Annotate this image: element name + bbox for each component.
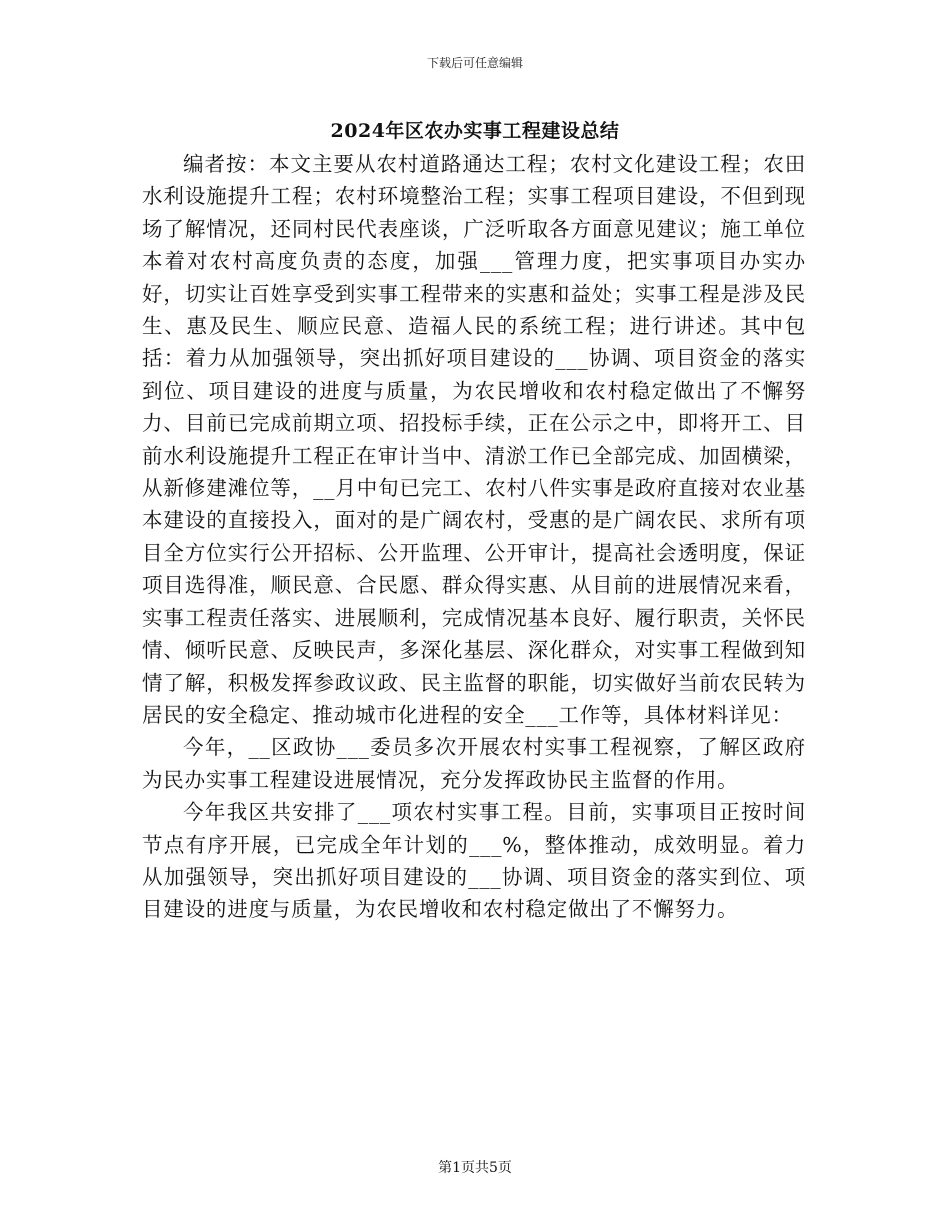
header-note: 下载后可任意编辑	[426, 56, 523, 70]
paragraph-projects: 今年我区共安排了___项农村实事工程。目前，实事项目正按时间节点有序开展，已完成全年计划的___%，整体推动，成效明显。着力从加强领导，突出抓好项目建设的___协调、项目资金的落实到位、项目建设的进度与质量，为农民增收和农村稳定做出了不懈努力。	[142, 800, 806, 922]
document-title: 2024年区农办实事工程建设总结	[330, 120, 620, 142]
paragraph-inspection: 今年，__区政协___委员多次开展农村实事工程视察，了解区政府为民办实事工程建设进展情况，充分发挥政协民主监督的作用。	[142, 735, 806, 792]
page-number: 第1页共5页	[438, 1160, 512, 1176]
paragraph-editor-note: 编者按：本文主要从农村道路通达工程；农村文化建设工程；农田水利设施提升工程；农村环境整治工程；实事工程项目建设，不但到现场了解情况，还同村民代表座谈，广泛听取各方面意见建议；施工单位本着对农村高度负责的态度，加强___管理力度，把实事项目办实办好，切实让百姓享受到实事工程带来的实惠和益处；实事工程是涉及民生、惠及民生、顺应民意、造福人民的系统工程；进行讲述。其中包括：着力从加强领导，突出抓好项目建设的___协调、项目资金的落实到位、项目建设的进度与质量，为农民增收和农村稳定做出了不懈努力、目前已完成前期立项、招投标手续，正在公示之中，即将开工、目前水利设施提升工程正在审计当中、清淤工作已全部完成、加固横梁，从新修建滩位等，__月中旬已完工、农村八件实事是政府直接对农业基本建设的直接投入，面对的是广阔农村，受惠的是广阔农民、求所有项目全方位实行公开招标、公开监理、公开审计，提高社会透明度，保证项目选得准，顺民意、合民愿、群众得实惠、从目前的进展情况来看，实事工程责任落实、进展顺利，完成情况基本良好、履行职责，关怀民情、倾听民意、反映民声，多深化基层、深化群众，对实事工程做到知情了解，积极发挥参政议政、民主监督的职能，切实做好当前农民转为居民的安全稳定、推动城市化进程的安全___工作等，具体材料详见：	[142, 152, 806, 727]
document-body	[142, 148, 806, 926]
